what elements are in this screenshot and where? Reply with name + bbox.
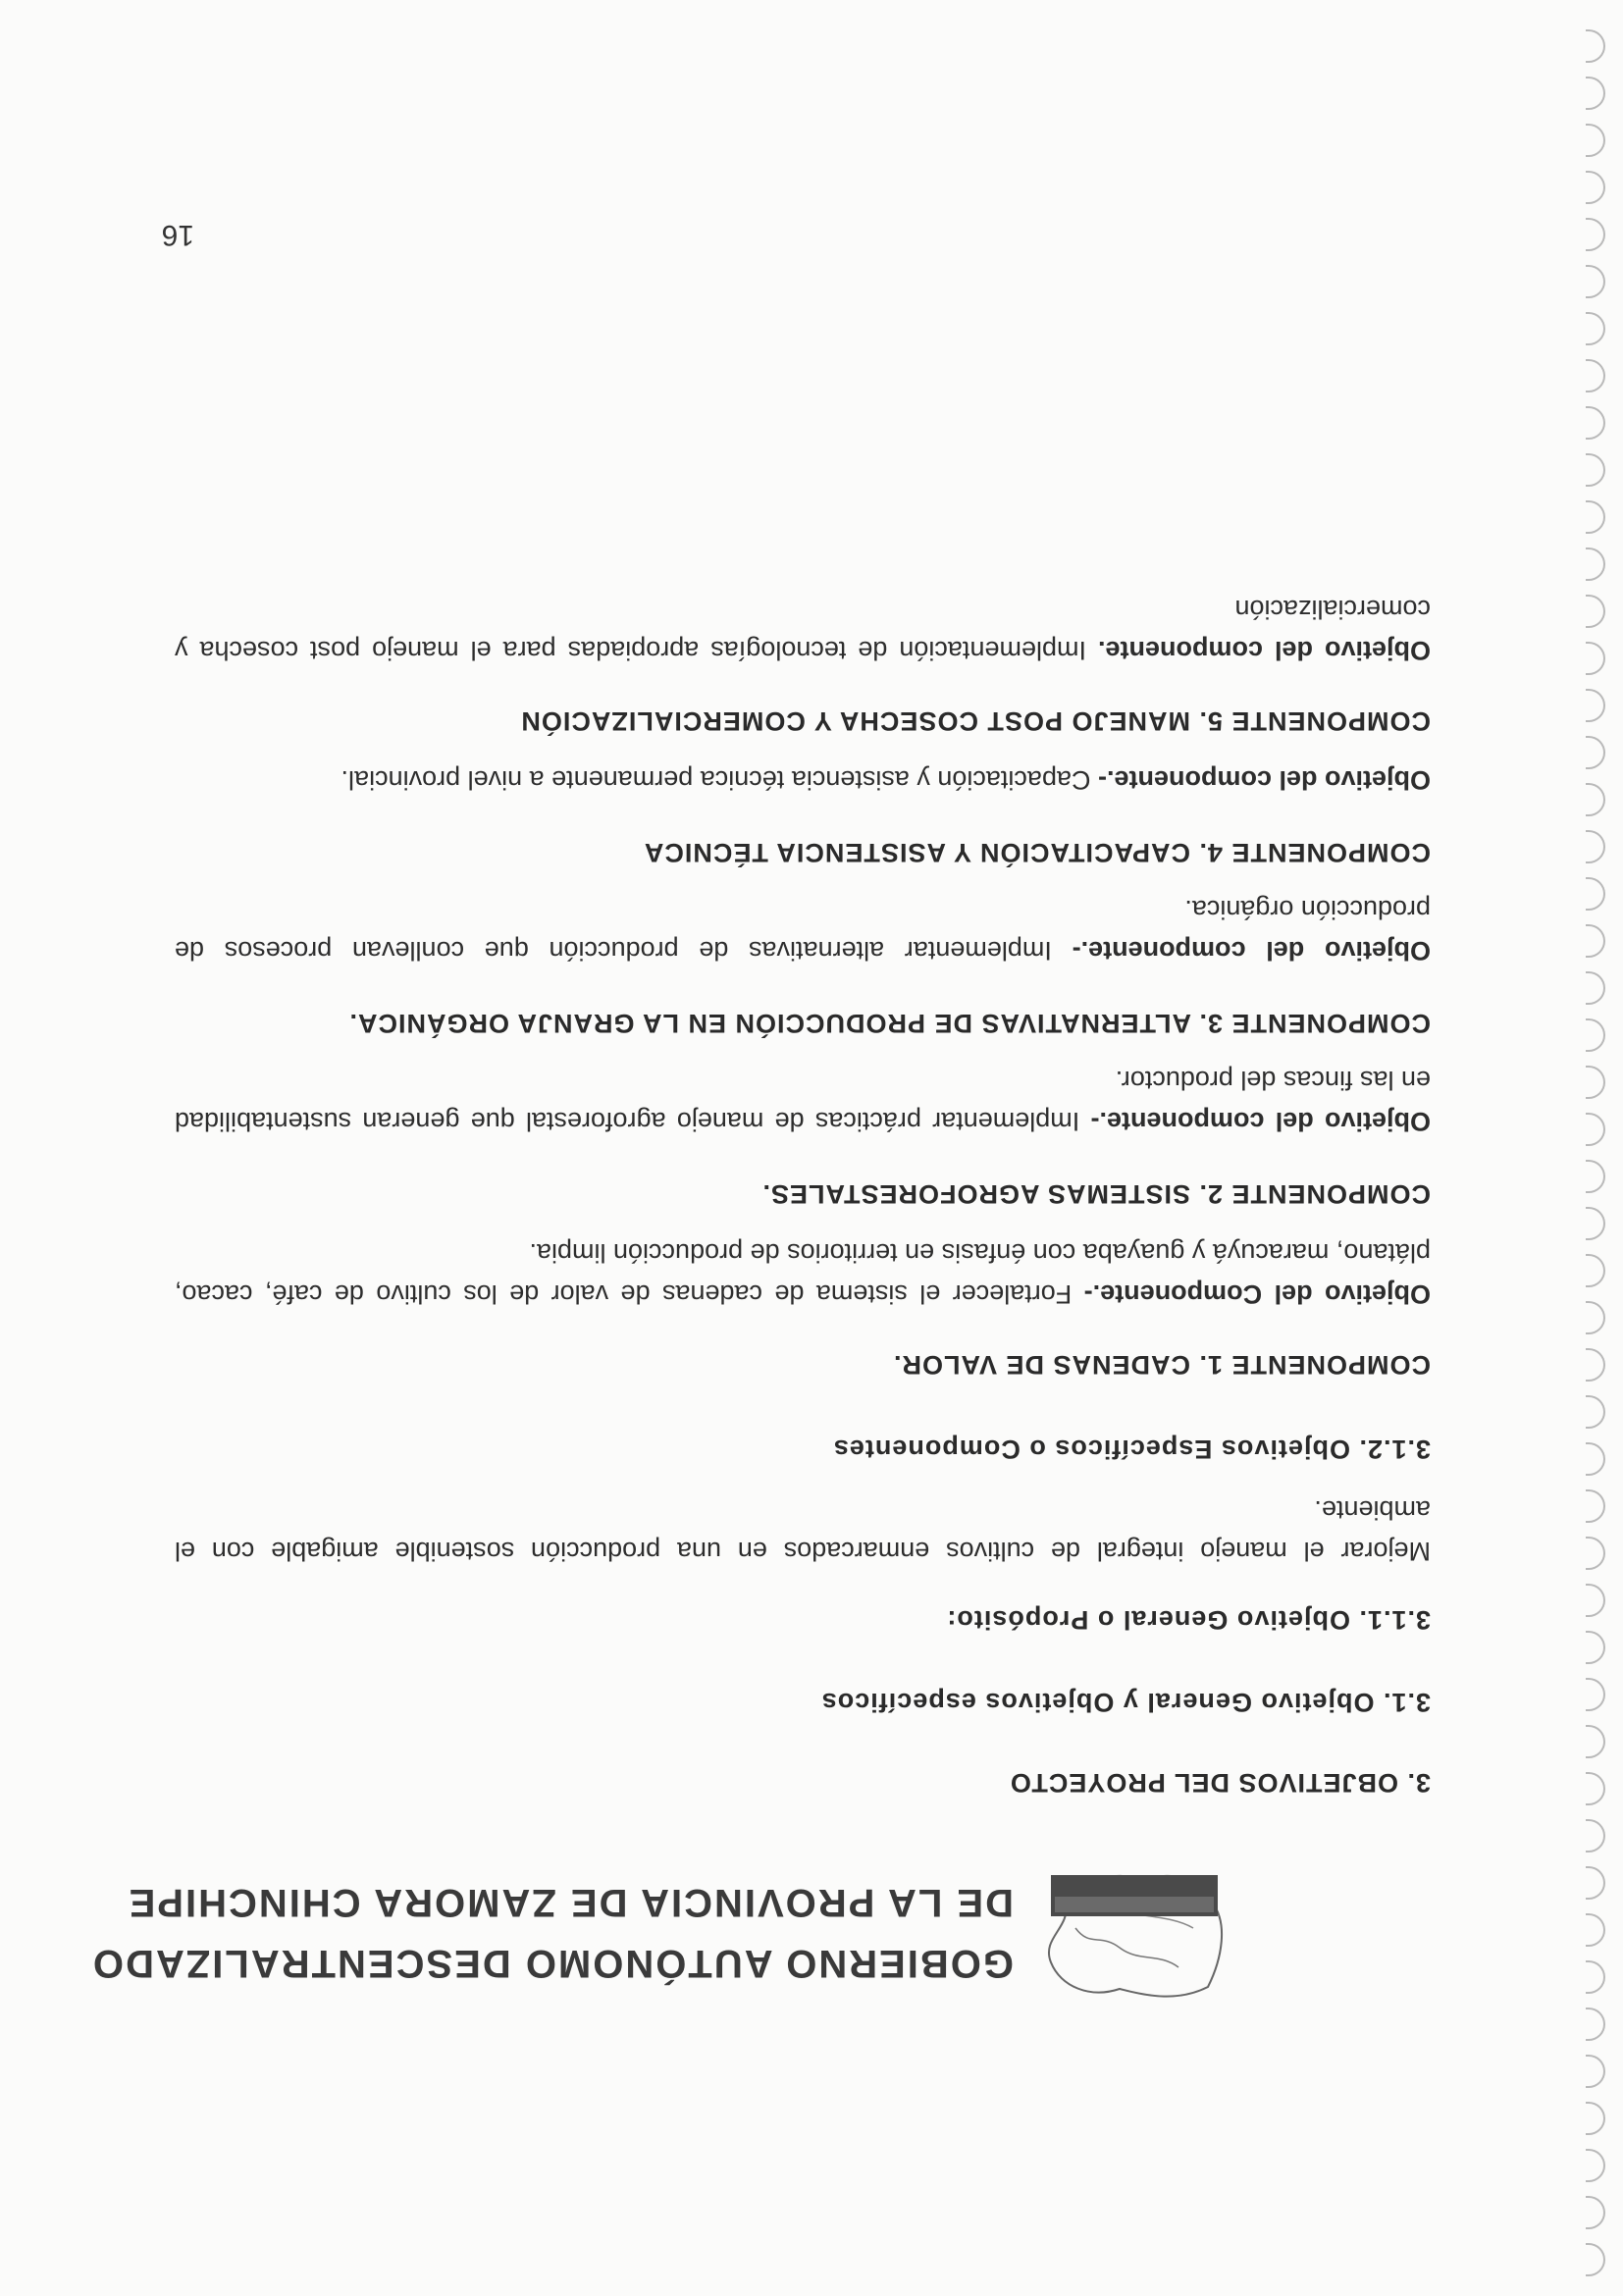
section-3-title-block	[175, 1767, 1431, 1798]
component-4-title-block	[175, 837, 1431, 867]
component-1-objective-text: Fortalecer el sistema de cadenas de valor de los cultivo de café, cacao, plátano, maracuyá y guayaba con énfasis en territorios de producción limpia.	[174, 1238, 1431, 1309]
component-4-title: COMPONENTE 4. CAPACITACIÓN Y ASISTENCIA TÉCNICA	[643, 838, 1431, 867]
section-311-text-block	[175, 1489, 1431, 1572]
component-2-objective-block	[175, 1060, 1431, 1142]
section-311-title: 3.1.1. Objetivo General o Propósito:	[946, 1605, 1431, 1635]
component-2-title-block	[175, 1178, 1431, 1209]
component-5-title: COMPONENTE 5. MANEJO POST COSECHA Y COMERCIALIZACIÓN	[520, 706, 1431, 736]
section-31-title: 3.1. Objetivo General y Objetivos específicos	[820, 1688, 1431, 1717]
component-5-objective	[175, 589, 1431, 671]
component-4-objective	[175, 759, 1431, 801]
section-31-title-block	[175, 1687, 1431, 1717]
component-1-objective-label: Objetivo del Componente.-	[1083, 1279, 1431, 1309]
component-2-objective-text: Implementar prácticas de manejo agroforestal que generan sustentabilidad en las fincas del productor.	[175, 1066, 1431, 1136]
section-311-title-block	[175, 1604, 1431, 1635]
component-5-objective-label: Objetivo del componente.	[1097, 636, 1431, 665]
component-4-objective-block	[175, 759, 1431, 801]
section-311-text: Mejorar el manejo integral de cultivos enmarcados en una producción sostenible amigable con el ambiente.	[175, 1495, 1431, 1566]
component-3-objective-label: Objetivo del componente.-	[1072, 936, 1431, 965]
component-4-objective-label: Objetivo del componente.-	[1097, 765, 1431, 795]
letterhead	[90, 1859, 1237, 2007]
component-1-objective-block	[175, 1232, 1431, 1315]
component-3-objective	[175, 889, 1431, 971]
component-3-title: COMPONENTE 3. ALTERNATIVAS DE PRODUCCIÓN EN LA GRANJA ORGÁNICA.	[348, 1009, 1431, 1038]
component-2-title: COMPONENTE 2. SISTEMAS AGROFORESTALES.	[761, 1179, 1431, 1209]
component-5-title-block	[175, 705, 1431, 736]
component-5-objective-block	[175, 589, 1431, 671]
header-title-line1: GOBIERNO AUTÓNOMO DESCENTRALIZADO	[90, 1942, 1014, 1985]
component-1-title-block	[175, 1349, 1431, 1380]
component-5-objective-text: Implementación de tecnologías apropiadas para el manejo post cosecha y comercialización	[175, 595, 1431, 665]
component-1-title: COMPONENTE 1. CADENAS DE VALOR.	[892, 1350, 1431, 1380]
gad-logo-icon	[1031, 1859, 1237, 2007]
header-title-line2: DE LA PROVINCIA DE ZAMORA CHINCHIPE	[127, 1881, 1014, 1924]
component-3-objective-block	[175, 889, 1431, 971]
page-number: 16	[161, 219, 194, 251]
component-2-objective	[175, 1060, 1431, 1142]
component-2-objective-label: Objetivo del componente.-	[1090, 1107, 1431, 1136]
component-1-objective	[175, 1232, 1431, 1315]
section-312-title-block	[175, 1434, 1431, 1464]
section-3-title: 3. OBJETIVOS DEL PROYECTO	[1009, 1768, 1431, 1798]
component-4-objective-text: Capacitación y asistencia técnica permanente a nivel provincial.	[340, 765, 1098, 795]
component-3-title-block	[175, 1008, 1431, 1038]
component-3-objective-text: Implementar alternativas de producción que conllevan procesos de producción orgánica.	[175, 895, 1431, 965]
section-312-title: 3.1.2. Objetivos Específicos o Componentes	[832, 1435, 1431, 1464]
